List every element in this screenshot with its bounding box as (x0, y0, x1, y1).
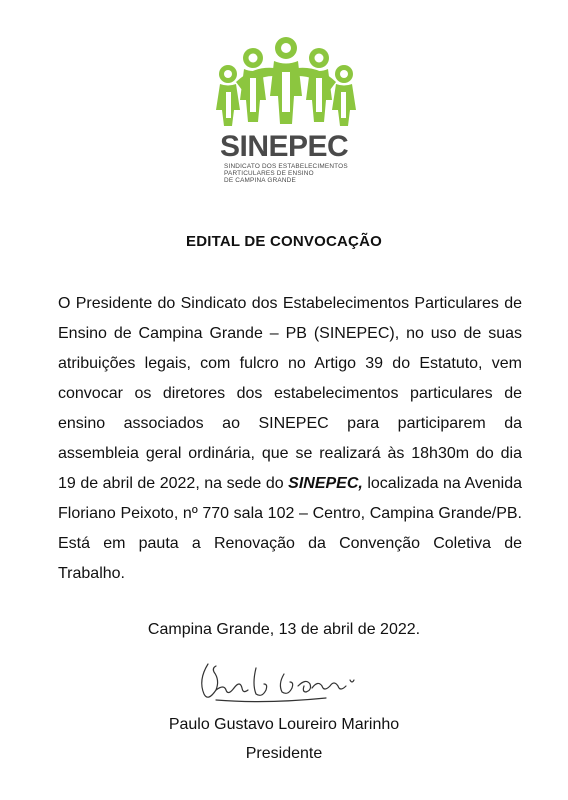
date-line: Campina Grande, 13 de abril de 2022. (147, 621, 421, 638)
sinepec-logo (216, 36, 356, 186)
children-emblem-icon (216, 36, 356, 136)
logo-subtitle-line: DE CAMPINA GRANDE (224, 177, 296, 185)
body-text-emphasis: SINEPEC, (288, 475, 363, 492)
signer-role: Presidente (245, 745, 323, 762)
notice-body (58, 289, 522, 589)
logo-subtitle (224, 163, 364, 185)
body-text-part1: O Presidente do Sindicato dos Estabelecimentos Particulares de Ensino de Campina Grande – PB (SINEPEC), no uso de suas atribuições legais, com fulcro no Artigo 39 do Estatuto, vem convocar os diretores dos estabelecimentos particulares de ensino associados ao SINEPEC para participarem da assembleia geral ordinária, que se realizará às 18h30m do dia 19 de abril de 2022, na sede do (58, 295, 522, 492)
logo-subtitle-line: SINDICATO DOS ESTABELECIMENTOS (224, 163, 348, 170)
logo-wordmark: SINEPEC (220, 130, 349, 163)
logo-subtitle-line: PARTICULARES DE ENSINO (224, 170, 314, 178)
document-title: EDITAL DE CONVOCAÇÃO (186, 233, 382, 250)
body-text-part2: localizada na Avenida Floriano Peixoto, nº 770 sala 102 – Centro, Campina Grande/PB. Está em pauta a Renovação da Convenção Coletiva de Trabalho. (58, 475, 522, 582)
signer-name: Paulo Gustavo Loureiro Marinho (168, 716, 400, 733)
handwritten-signature (186, 650, 386, 710)
